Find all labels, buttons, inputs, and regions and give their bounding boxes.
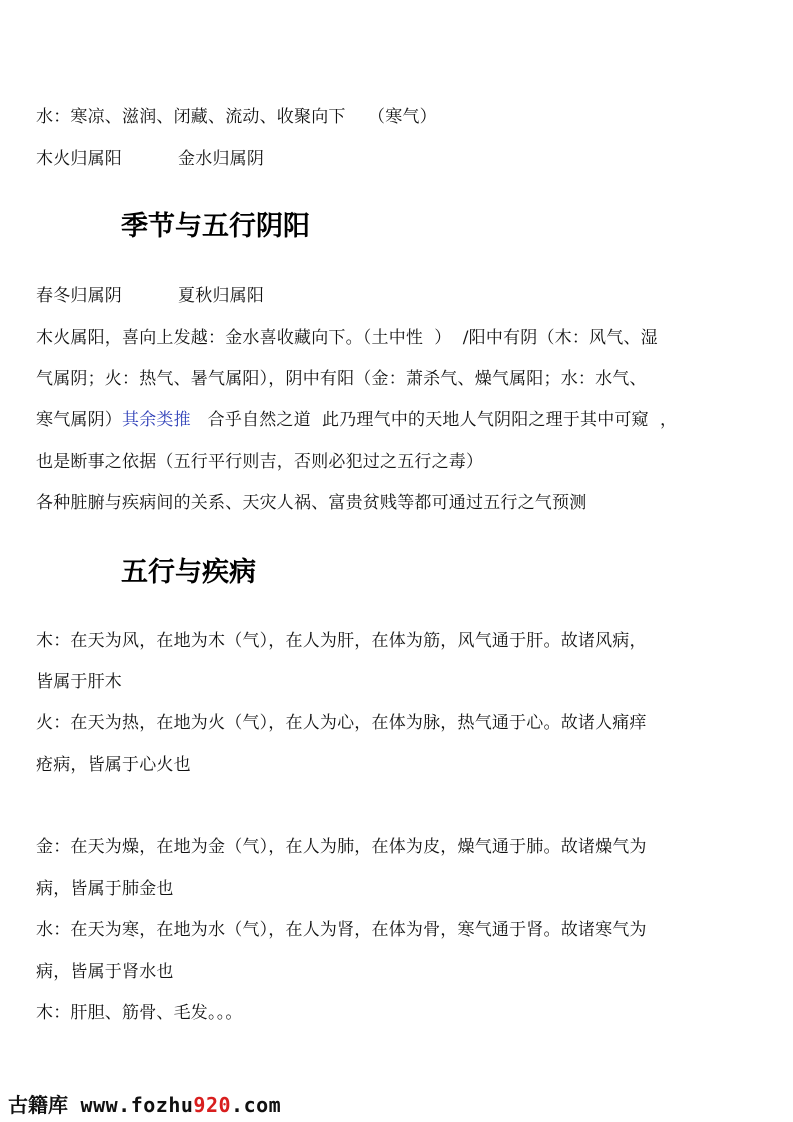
- fire-disease-line-1: 火：在天为热，在地为火（气），在人为心，在体为脉，热气通于心。故诸人痛痒: [36, 713, 647, 733]
- footer-url-suffix: .com: [231, 1093, 282, 1117]
- water-disease-line-2: 病，皆属于肾水也: [36, 962, 174, 982]
- season-line-4: [36, 410, 677, 430]
- wood-disease-line-2: 皆属于肝木: [36, 672, 122, 692]
- water-disease-line-1: 水：在天为寒，在地为水（气），在人为肾，在体为骨，寒气通于肾。故诸寒气为: [36, 920, 647, 940]
- season-heading: 季节与五行阴阳: [121, 211, 310, 242]
- season-line-6: 各种脏腑与疾病间的关系、天灾人祸、富贵贫贱等都可通过五行之气预测: [36, 493, 587, 513]
- footer-watermark: [8, 1089, 281, 1118]
- wood-organs-line: 木：肝胆、筋骨、毛发。。。: [36, 1003, 243, 1023]
- metal-disease-line-2: 病，皆属于肺金也: [36, 879, 174, 899]
- season-line-4-end: 合乎自然之道 此乃理气中的天地人气阴阳之理于其中可窥 ，: [190, 410, 678, 430]
- disease-heading: 五行与疾病: [121, 557, 256, 588]
- season-line-2: 木火属阳，喜向上发越：金水喜收藏向下。（土中性 ） /阳中有阴（木：风气、湿: [36, 328, 658, 348]
- analogy-link[interactable]: 其余类推: [122, 410, 191, 430]
- season-line-3: 气属阴；火：热气、暑气属阳），阴中有阳（金：萧杀气、燥气属阳；水：水气、: [36, 369, 647, 389]
- season-line-5: 也是断事之依据（五行平行则吉，否则必犯过之五行之毒）: [36, 452, 484, 472]
- metal-disease-line-1: 金：在天为燥，在地为金（气），在人为肺，在体为皮，燥气通于肺。故诸燥气为: [36, 837, 647, 857]
- fire-disease-line-2: 疮病，皆属于心火也: [36, 755, 191, 775]
- water-properties-line: 水：寒凉、滋润、闭藏、流动、收聚向下 （寒气）: [36, 107, 437, 127]
- footer-url[interactable]: [68, 1093, 281, 1117]
- wood-disease-line-1: 木：在天为风，在地为木（气），在人为肝，在体为筋，风气通于肝。故诸风病，: [36, 631, 647, 651]
- footer-site-name: 古籍库: [8, 1093, 68, 1117]
- yin-yang-classification-line: 木火归属阳 金水归属阴: [36, 149, 265, 169]
- footer-url-prefix: www.fozhu: [68, 1093, 194, 1117]
- footer-url-number: 920: [193, 1093, 232, 1117]
- season-line-4-start: 寒气属阴）: [36, 410, 122, 430]
- season-line-1: 春冬归属阴 夏秋归属阳: [36, 286, 265, 306]
